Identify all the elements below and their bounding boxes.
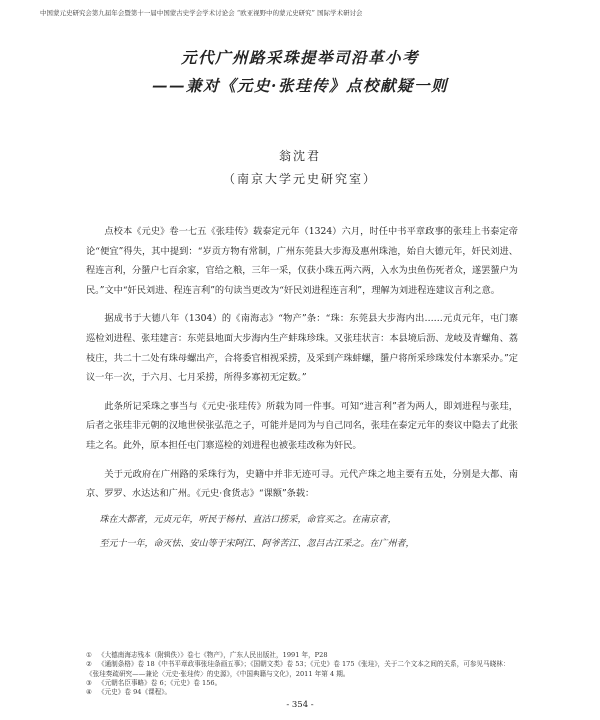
footnote-text: 《大德南海志残本（附辑佚）》卷七《物产》，广东人民出版社，1991 年，P28 (98, 651, 328, 659)
footnote (86, 660, 518, 679)
body-text (86, 222, 518, 556)
footnote-marker: ② (86, 660, 92, 669)
footnote-text: 《通制条格》卷 18《中书平章政事张珪条画五事》；《国朝文类》卷 53；《元史》卷 175《张珪》，关于二个文本之间的关系，可参见马晓林：《张珪奏疏研究——兼论〈元史·张珪传〉的史源》，《中国典籍与文化》，2011 年第 4 期。 (86, 660, 510, 678)
paragraph: 据成书于大德八年（1304）的《南海志》“物产”条：“珠：东莞县大步海内出……元贞元年，屯门寨巡检刘进程、张珪建言：东莞县地面大步海内生产蚌珠珍珠。又张珪状言：本县境后沥、龙岐及青螺角、荔枝庄，共二十二处有珠母螺出产，合将委官相视采捞，及采到产珠蚌螺，蜑户将所采珍珠发付本寨采办。”定议一年一次，于六月、七月采捞，所得多寡初无定数。” (86, 313, 518, 384)
footnote-marker: ③ (86, 678, 92, 687)
footnote-marker: ① (86, 651, 92, 659)
footnote (86, 651, 518, 660)
author-name: 翁沈君 (278, 149, 321, 163)
footnote (86, 688, 518, 697)
footnote (86, 679, 518, 688)
paper-subtitle: ——兼对《元史·张珪传》点校献疑一则 (152, 76, 448, 95)
footnote-marker: ④ (86, 688, 92, 697)
paragraph: 点校本《元史》卷一七五《张珪传》载泰定元年（1324）六月，时任中书平章政事的张珪上书泰定帝论“便宜”得失，其中提到：“岁贡方物有常制，广州东莞县大步海及惠州珠池，始自大德元年，奸民刘进、程连言利，分蜑户七百余家，官给之粮，三年一采，仅获小珠五两六两，入水为虫鱼伤死者众，遂罢蜑户为民。”文中“奸民刘进、程连言利”的句读当更改为“奸民刘进程连言利”，理解为刘进程连建议言利之意。 (86, 226, 518, 296)
author-affiliation: （南京大学元史研究室） (222, 172, 377, 186)
footnote-text: 《元朝名臣事略》卷 6；《元史》卷 156。 (98, 678, 222, 687)
paper-title: 元代广州路采珠提举司沿革小考 (180, 48, 419, 67)
block-quote (86, 508, 518, 556)
quote-line: 至元十一年，命灭怯、安山等于宋阿江、阿爷苦江、忽吕古江采之。在广州者， (99, 538, 415, 549)
footnotes (86, 651, 518, 697)
paragraph: 关于元政府在广州路的采珠行为，史籍中并非无迹可寻。元代产珠之地主要有五处，分别是大都、南京、罗罗、水达达和广州。《元史·食货志》“课额”条载： (86, 468, 518, 500)
footnote-text: 《元史》卷 94《课程》。 (98, 688, 172, 697)
quote-line: 珠在大都者，元贞元年，听民于杨村、直沽口捞采，命官买之。在南京者， (99, 514, 397, 525)
page-number: - 354 - (286, 700, 314, 710)
conference-header: 中国蒙元史研究会第九届年会暨第十一届中国蒙古史学会学术讨论会 “欧亚视野中的蒙元史研究” 国际学术研讨会 (40, 9, 363, 17)
paragraph: 此条所记采珠之事当与《元史·张珪传》所载为同一件事。可知“进言利”者为两人，即刘进程与张珪，后者之张珪非元朝的汉地世侯张弘范之子，可能并是同为与自己同名，张珪在泰定元年的奏议中隐去了此张珪之名。此外，原本担任屯门寨巡检的刘进程也被张珪改称为奸民。 (86, 400, 518, 451)
